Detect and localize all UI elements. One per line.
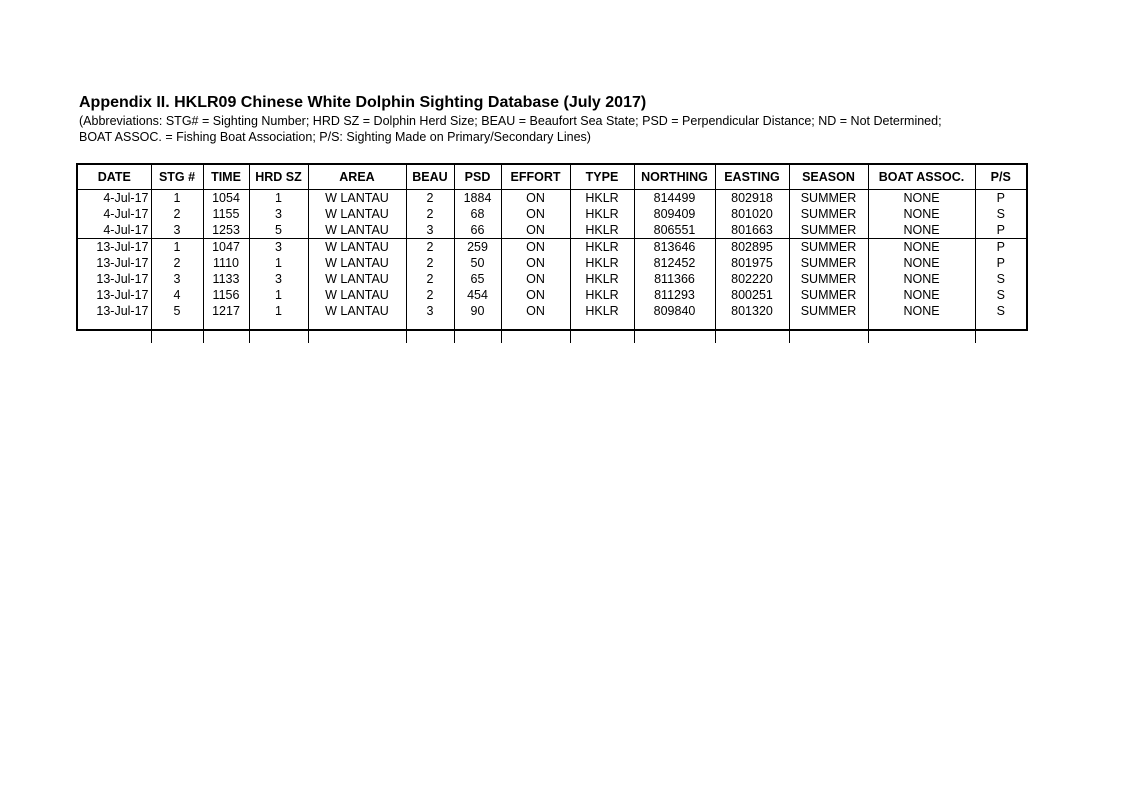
cell-time: 1155 — [203, 206, 249, 222]
table-header-row — [78, 165, 1026, 190]
header-beau: BEAU — [406, 165, 454, 190]
table-row — [78, 222, 1026, 239]
sighting-table-frame — [76, 163, 1028, 331]
cell-beau: 2 — [406, 239, 454, 256]
cell-hrd-sz: 1 — [249, 190, 308, 207]
cell-area: W LANTAU — [308, 239, 406, 256]
table-filler-row — [78, 319, 1026, 343]
cell-easting: 801975 — [715, 255, 789, 271]
header-date: DATE — [78, 165, 151, 190]
cell-hrd-sz: 5 — [249, 222, 308, 239]
table-row — [78, 206, 1026, 222]
cell-boat-assoc: NONE — [868, 222, 975, 239]
cell-date: 13-Jul-17 — [78, 239, 151, 256]
cell-type: HKLR — [570, 239, 634, 256]
cell-season: SUMMER — [789, 239, 868, 256]
cell-season: SUMMER — [789, 303, 868, 319]
cell-boat-assoc: NONE — [868, 303, 975, 319]
cell-northing: 812452 — [634, 255, 715, 271]
cell-season: SUMMER — [789, 271, 868, 287]
cell-northing: 811366 — [634, 271, 715, 287]
cell-ps: S — [975, 206, 1026, 222]
cell-stg: 3 — [151, 222, 203, 239]
cell-boat-assoc: NONE — [868, 255, 975, 271]
table-row — [78, 255, 1026, 271]
cell-type: HKLR — [570, 271, 634, 287]
cell-type: HKLR — [570, 222, 634, 239]
cell-beau: 2 — [406, 206, 454, 222]
cell-type: HKLR — [570, 303, 634, 319]
cell-season: SUMMER — [789, 255, 868, 271]
cell-season: SUMMER — [789, 190, 868, 207]
cell-time: 1217 — [203, 303, 249, 319]
cell-effort: ON — [501, 303, 570, 319]
table-row — [78, 190, 1026, 207]
cell-hrd-sz: 3 — [249, 206, 308, 222]
cell-boat-assoc: NONE — [868, 271, 975, 287]
cell-type: HKLR — [570, 255, 634, 271]
cell-date: 4-Jul-17 — [103, 207, 149, 221]
sighting-table — [78, 165, 1026, 343]
header-hrd-sz: HRD SZ — [249, 165, 308, 190]
cell-easting: 802918 — [715, 190, 789, 207]
cell-boat-assoc: NONE — [868, 287, 975, 303]
cell-easting: 801320 — [715, 303, 789, 319]
abbreviations-line-1: (Abbreviations: STG# = Sighting Number; HRD SZ = Dolphin Herd Size; BEAU = Beaufort Sea State; PSD = Perpendicular Distance; ND = Not Determined; — [79, 114, 942, 128]
cell-stg: 5 — [151, 303, 203, 319]
cell-boat-assoc: NONE — [868, 206, 975, 222]
cell-area: W LANTAU — [308, 190, 406, 207]
cell-time: 1054 — [203, 190, 249, 207]
cell-boat-assoc: NONE — [868, 190, 975, 207]
table-row — [78, 287, 1026, 303]
cell-date: 13-Jul-17 — [96, 272, 149, 286]
cell-ps: P — [975, 239, 1026, 256]
cell-northing: 814499 — [634, 190, 715, 207]
cell-date: 4-Jul-17 — [103, 191, 149, 205]
cell-northing: 813646 — [634, 239, 715, 256]
cell-date: 13-Jul-17 — [96, 288, 149, 302]
abbreviations-note — [79, 113, 979, 145]
cell-easting: 801020 — [715, 206, 789, 222]
cell-stg: 1 — [151, 239, 203, 256]
cell-hrd-sz: 1 — [249, 303, 308, 319]
cell-time: 1133 — [203, 271, 249, 287]
abbreviations-line-2: BOAT ASSOC. = Fishing Boat Association; P/S: Sighting Made on Primary/Secondary Lines) — [79, 130, 591, 144]
header-stg: STG # — [151, 165, 203, 190]
header-northing: NORTHING — [634, 165, 715, 190]
table-row — [78, 271, 1026, 287]
header-area: AREA — [308, 165, 406, 190]
cell-date: 13-Jul-17 — [96, 256, 149, 270]
cell-easting: 801663 — [715, 222, 789, 239]
cell-easting: 802895 — [715, 239, 789, 256]
cell-type: HKLR — [570, 206, 634, 222]
cell-psd: 65 — [454, 271, 501, 287]
cell-date: 13-Jul-17 — [96, 304, 149, 318]
cell-time: 1110 — [203, 255, 249, 271]
cell-type: HKLR — [570, 190, 634, 207]
cell-psd: 90 — [454, 303, 501, 319]
cell-effort: ON — [501, 255, 570, 271]
table-row — [78, 239, 1026, 256]
page-title: Appendix II. HKLR09 Chinese White Dolphin Sighting Database (July 2017) — [79, 94, 647, 111]
cell-ps: P — [975, 255, 1026, 271]
cell-area: W LANTAU — [308, 222, 406, 239]
cell-beau: 3 — [406, 222, 454, 239]
cell-psd: 66 — [454, 222, 501, 239]
cell-stg: 1 — [151, 190, 203, 207]
cell-ps: S — [975, 271, 1026, 287]
cell-effort: ON — [501, 190, 570, 207]
cell-stg: 2 — [151, 206, 203, 222]
header-effort: EFFORT — [501, 165, 570, 190]
cell-beau: 2 — [406, 271, 454, 287]
cell-effort: ON — [501, 271, 570, 287]
cell-season: SUMMER — [789, 222, 868, 239]
cell-stg: 3 — [151, 271, 203, 287]
cell-beau: 3 — [406, 303, 454, 319]
cell-area: W LANTAU — [308, 287, 406, 303]
cell-hrd-sz: 3 — [249, 271, 308, 287]
cell-northing: 811293 — [634, 287, 715, 303]
cell-area: W LANTAU — [308, 206, 406, 222]
cell-psd: 454 — [454, 287, 501, 303]
cell-effort: ON — [501, 239, 570, 256]
header-ps: P/S — [975, 165, 1026, 190]
cell-time: 1253 — [203, 222, 249, 239]
cell-easting: 800251 — [715, 287, 789, 303]
header-psd: PSD — [454, 165, 501, 190]
cell-time: 1156 — [203, 287, 249, 303]
header-easting: EASTING — [715, 165, 789, 190]
table-row — [78, 303, 1026, 319]
cell-psd: 68 — [454, 206, 501, 222]
cell-northing: 806551 — [634, 222, 715, 239]
cell-boat-assoc: NONE — [868, 239, 975, 256]
cell-hrd-sz: 1 — [249, 287, 308, 303]
cell-northing: 809409 — [634, 206, 715, 222]
cell-season: SUMMER — [789, 287, 868, 303]
cell-date: 4-Jul-17 — [103, 223, 149, 237]
cell-stg: 4 — [151, 287, 203, 303]
cell-beau: 2 — [406, 287, 454, 303]
cell-ps: P — [975, 222, 1026, 239]
cell-area: W LANTAU — [308, 303, 406, 319]
cell-area: W LANTAU — [308, 271, 406, 287]
cell-easting: 802220 — [715, 271, 789, 287]
cell-ps: S — [975, 303, 1026, 319]
cell-psd: 259 — [454, 239, 501, 256]
cell-type: HKLR — [570, 287, 634, 303]
header-boat-assoc: BOAT ASSOC. — [868, 165, 975, 190]
cell-time: 1047 — [203, 239, 249, 256]
cell-effort: ON — [501, 287, 570, 303]
cell-psd: 50 — [454, 255, 501, 271]
cell-effort: ON — [501, 206, 570, 222]
cell-ps: S — [975, 287, 1026, 303]
cell-northing: 809840 — [634, 303, 715, 319]
header-time: TIME — [203, 165, 249, 190]
header-type: TYPE — [570, 165, 634, 190]
cell-area: W LANTAU — [308, 255, 406, 271]
cell-effort: ON — [501, 222, 570, 239]
cell-ps: P — [975, 190, 1026, 207]
cell-psd: 1884 — [454, 190, 501, 207]
cell-stg: 2 — [151, 255, 203, 271]
header-season: SEASON — [789, 165, 868, 190]
cell-season: SUMMER — [789, 206, 868, 222]
cell-hrd-sz: 3 — [249, 239, 308, 256]
cell-beau: 2 — [406, 190, 454, 207]
cell-hrd-sz: 1 — [249, 255, 308, 271]
cell-beau: 2 — [406, 255, 454, 271]
